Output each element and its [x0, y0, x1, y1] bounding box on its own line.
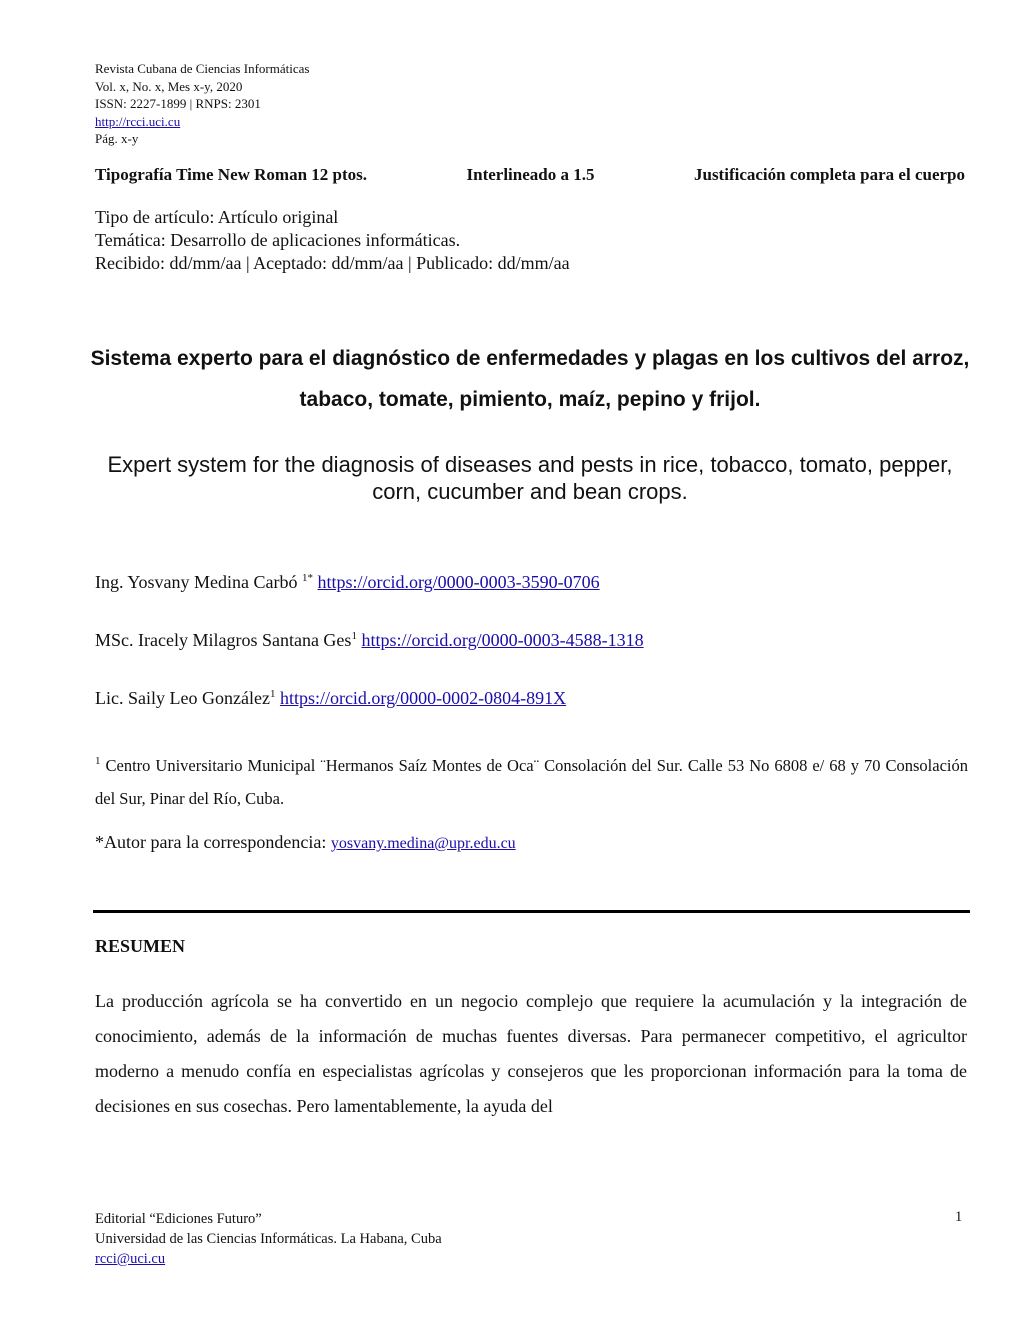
correspondence-label: *Autor para la correspondencia:: [95, 832, 327, 852]
author-superscript: 1*: [302, 572, 313, 584]
correspondence-email-link[interactable]: yosvany.medina@upr.edu.cu: [330, 835, 516, 852]
affiliation: [95, 745, 968, 815]
typography-justification-note: Justificación completa para el cuerpo: [693, 165, 965, 184]
article-meta: [95, 206, 570, 275]
page-number: 1: [955, 1209, 963, 1225]
journal-header: [95, 60, 309, 148]
author-name: Ing. Yosvany Medina Carbó: [95, 572, 298, 592]
footer-university: Universidad de las Ciencias Informáticas. La Habana, Cuba: [95, 1231, 442, 1247]
abstract-heading: RESUMEN: [95, 936, 186, 956]
page-footer: [95, 1209, 442, 1269]
journal-issn: ISSN: 2227-1899 | RNPS: 2301: [95, 96, 261, 111]
author-superscript: 1: [269, 688, 276, 700]
typography-font-note: Tipografía Time New Roman 12 ptos.: [95, 165, 368, 184]
author-1: [95, 572, 600, 593]
correspondence: [95, 832, 516, 853]
title-spanish: Sistema experto para el diagnóstico de enfermedades y plagas en los cultivos del arroz, tabaco, tomate, pimiento, maíz, pepino y frijol.: [90, 347, 970, 411]
section-divider: [93, 910, 970, 913]
journal-volume: Vol. x, No. x, Mes x-y, 2020: [95, 78, 243, 94]
author-orcid-link[interactable]: https://orcid.org/0000-0002-0804-891X: [279, 688, 567, 708]
footer-publisher: Editorial “Ediciones Futuro”: [95, 1211, 262, 1227]
author-orcid-link[interactable]: https://orcid.org/0000-0003-3590-0706: [317, 572, 600, 592]
author-name: Lic. Saily Leo González: [95, 688, 270, 708]
journal-pages: Pág. x-y: [95, 131, 139, 146]
typography-notes: [95, 165, 965, 185]
footer-email-link[interactable]: rcci@uci.cu: [95, 1251, 166, 1267]
affiliation-text: Centro Universitario Municipal ¨Hermanos Saíz Montes de Oca¨ Consolación del Sur. Calle 53 No 6808 e/ 68 y 70 Consolación del Sur, Pinar del Río, Cuba.: [95, 756, 968, 808]
article-dates: Recibido: dd/mm/aa | Aceptado: dd/mm/aa | Publicado: dd/mm/aa: [95, 253, 570, 273]
journal-url-link[interactable]: http://rcci.uci.cu: [95, 113, 181, 129]
abstract-text: La producción agrícola se ha convertido en un negocio complejo que requiere la acumulación y la integración de conocimiento, además de la información de muchas fuentes diversas. Para permanecer competitivo, el agricultor moderno a menudo confía en especialistas agrícolas y consejeros que les proporcionan información para la toma de decisiones en sus cosechas. Pero lamentablemente, la ayuda del: [95, 991, 967, 1116]
author-name: MSc. Iracely Milagros Santana Ges: [95, 630, 352, 650]
article-type: Tipo de artículo: Artículo original: [95, 207, 339, 227]
author-superscript: 1: [351, 630, 357, 642]
journal-name: Revista Cubana de Ciencias Informáticas: [95, 61, 310, 76]
typography-spacing-note: Interlineado a 1.5: [466, 165, 595, 184]
title-english: Expert system for the diagnosis of diseases and pests in rice, tobacco, tomato, pepper, corn, cucumber and bean crops.: [107, 452, 953, 504]
article-topic: Temática: Desarrollo de aplicaciones informáticas.: [95, 230, 461, 250]
author-2: [95, 630, 644, 651]
affiliation-superscript: 1: [95, 755, 101, 767]
author-orcid-link[interactable]: https://orcid.org/0000-0003-4588-1318: [361, 630, 644, 650]
author-3: [95, 688, 566, 709]
